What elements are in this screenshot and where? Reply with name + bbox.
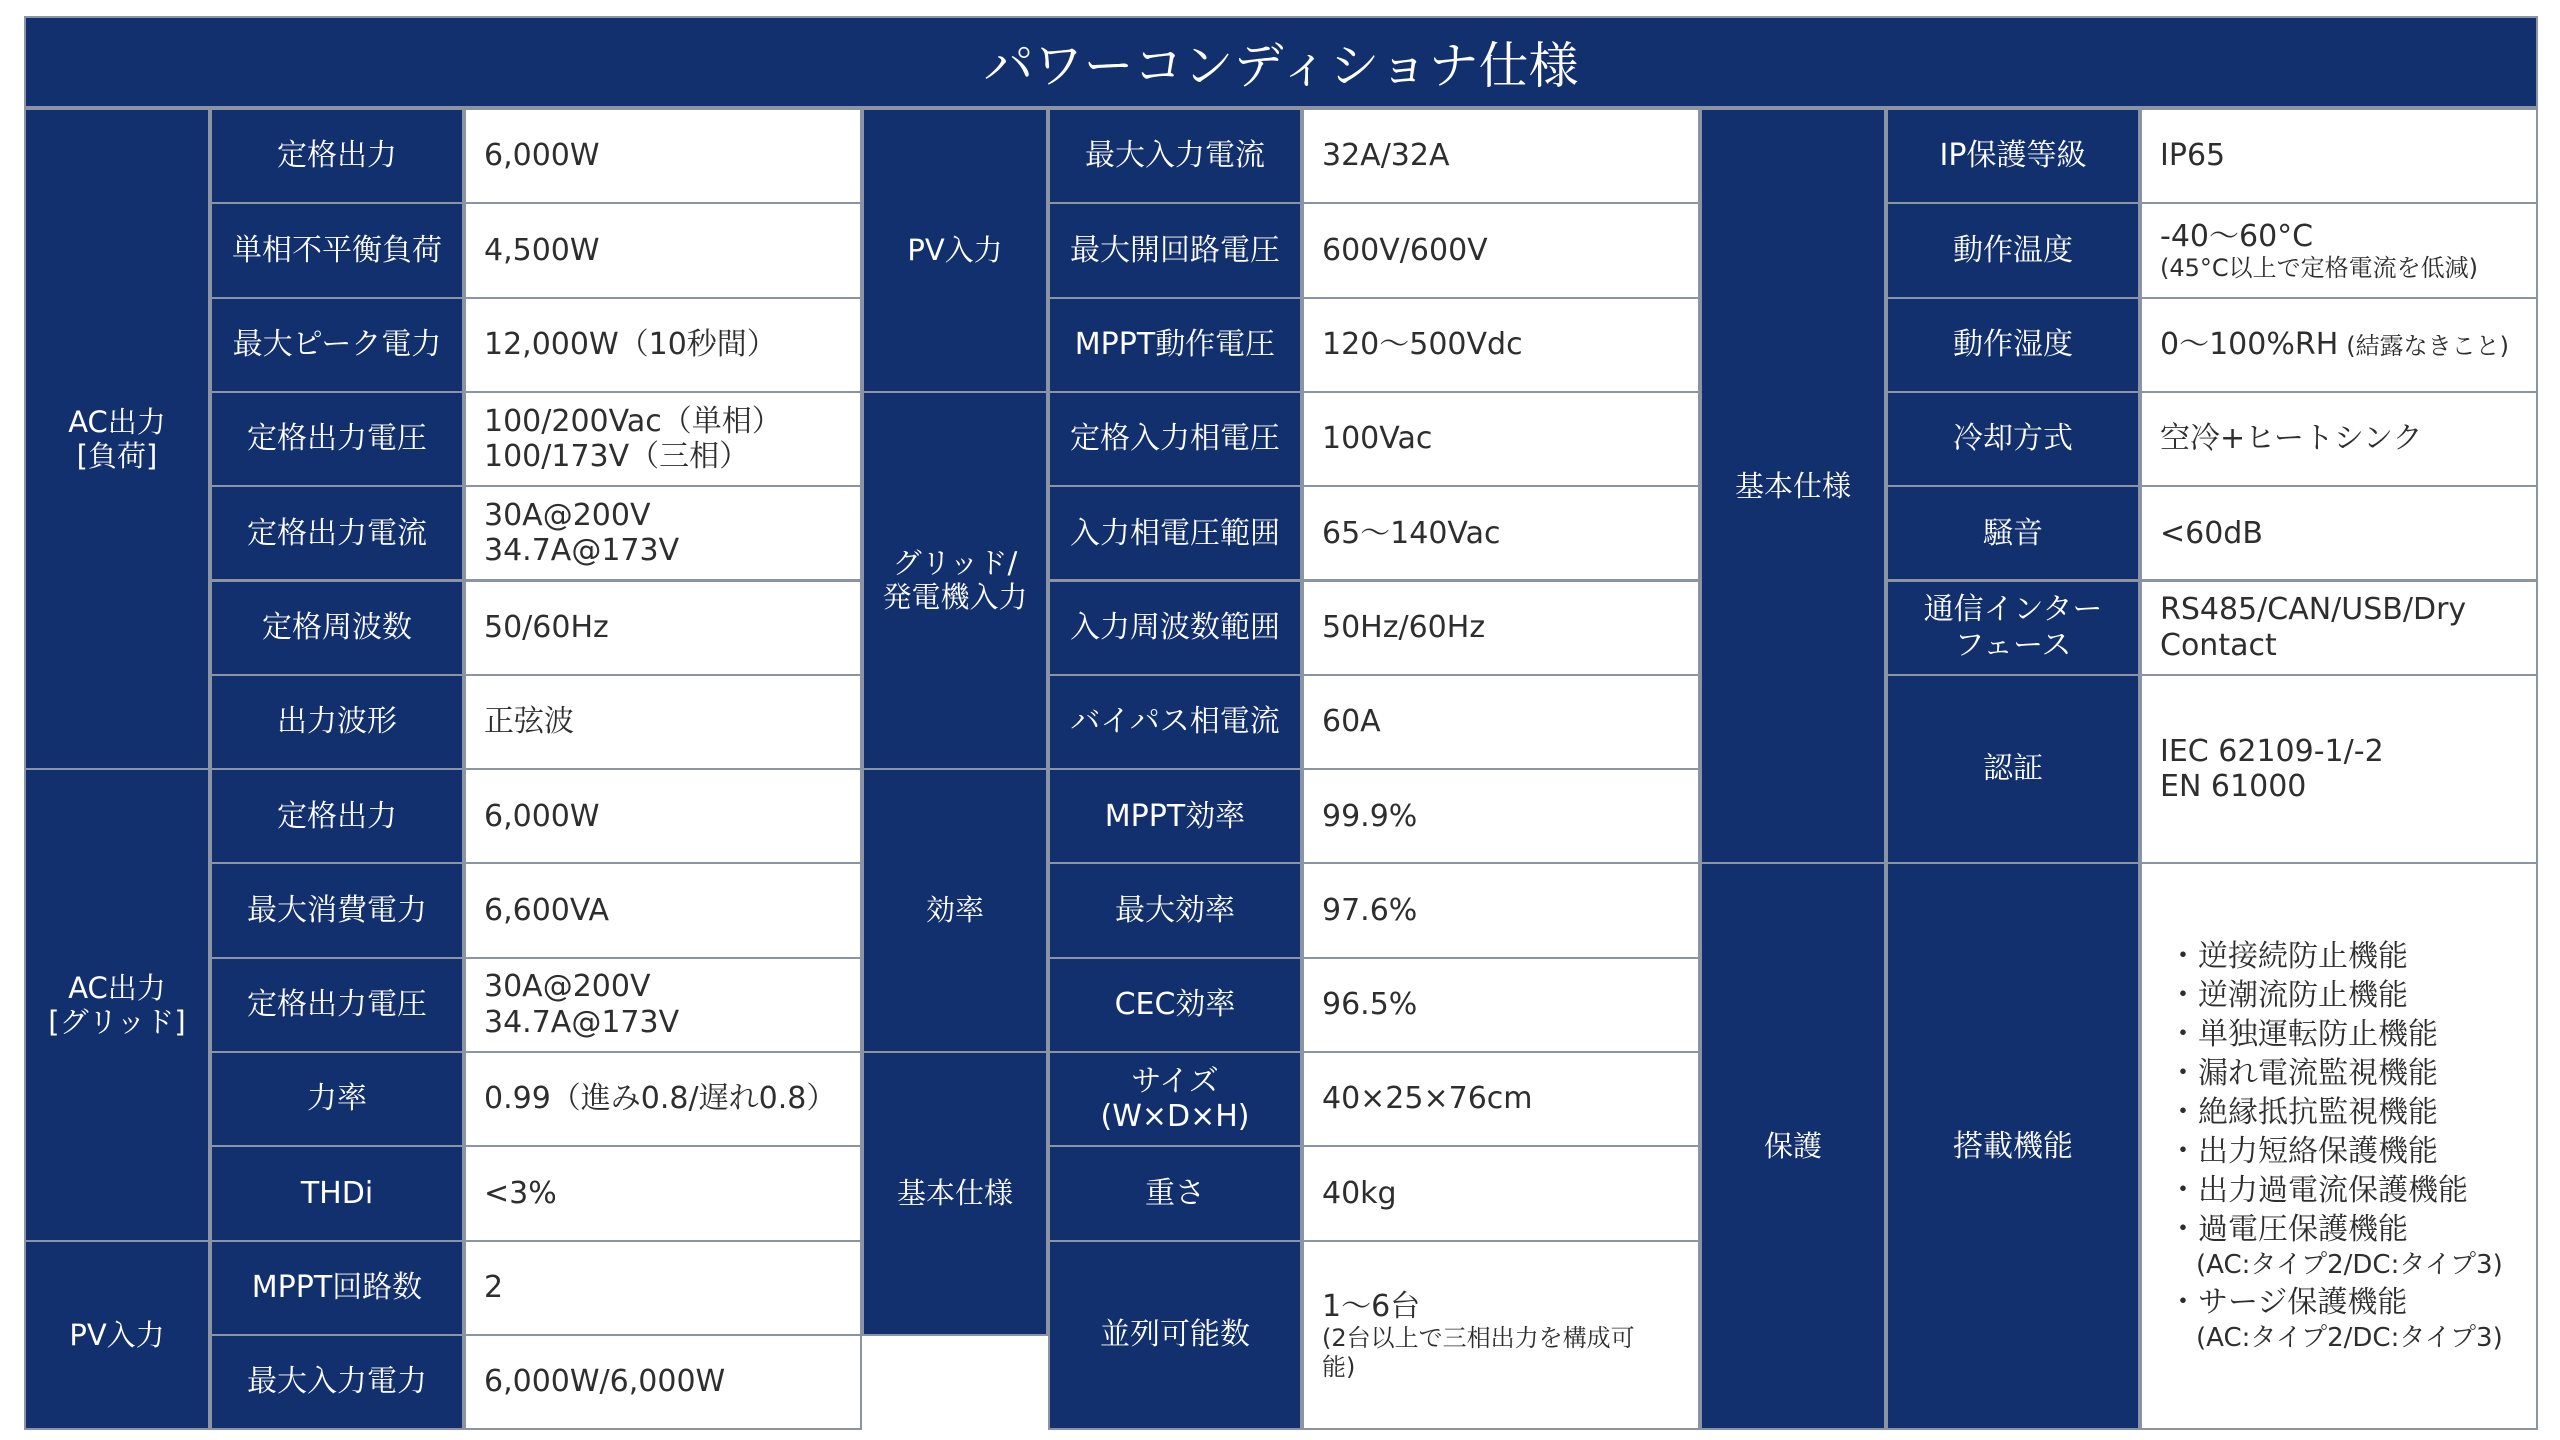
cell-line: 定格出力電圧: [247, 987, 427, 1023]
row-label: [1048, 202, 1302, 298]
feature-item: ・逆潮流防止機能: [2168, 977, 2408, 1013]
cell-line: 34.7A@173V: [484, 1004, 680, 1040]
cell-line: 100/173V（三相）: [484, 439, 750, 475]
cell-line: 50/60Hz: [484, 609, 609, 645]
cell-line: 99.9%: [1322, 798, 1418, 834]
row-value: [464, 957, 862, 1053]
cell-line: 最大入力電流: [1085, 138, 1265, 174]
group-header: [862, 768, 1048, 1053]
cell-line: 600V/600V: [1322, 232, 1488, 268]
row-value: [464, 108, 862, 204]
row-label: [210, 580, 464, 676]
cell-line: 最大効率: [1115, 892, 1235, 928]
group-header: [862, 1051, 1048, 1336]
row-label: [1048, 957, 1302, 1053]
cell-line: IP65: [2160, 138, 2226, 174]
cell-line: 96.5%: [1322, 987, 1418, 1023]
cell-line: 出力波形: [277, 704, 397, 740]
cell-line: IEC 62109-1/-2: [2160, 733, 2384, 769]
cell-line: AC出力: [68, 970, 166, 1005]
row-label: [210, 108, 464, 204]
row-value: [2140, 485, 2538, 581]
row-value: [464, 485, 862, 581]
cell-line: 120〜500Vdc: [1322, 327, 1523, 363]
row-label: [210, 202, 464, 298]
row-value: [1302, 485, 1700, 581]
row-label: [210, 391, 464, 487]
row-value: [464, 674, 862, 770]
feature-item: (AC:タイプ2/DC:タイプ3): [2196, 1249, 2503, 1280]
row-label: [210, 674, 464, 770]
cell-line: 最大入力電力: [247, 1364, 427, 1400]
row-label: [1048, 862, 1302, 958]
feature-item: ・逆接続防止機能: [2168, 938, 2408, 974]
cell-line: IP保護等級: [1939, 138, 2087, 174]
cell-line: 12,000W（10秒間）: [484, 327, 777, 363]
group-header: [24, 768, 210, 1242]
cell-line: 騒音: [1983, 515, 2043, 551]
cell-line: MPPT効率: [1104, 798, 1246, 834]
row-label: [210, 297, 464, 393]
cell-line: 効率: [925, 893, 984, 928]
cell-line: 40kg: [1322, 1175, 1397, 1211]
row-value: [464, 391, 862, 487]
row-label: [1886, 297, 2140, 393]
cell-line: 定格出力電圧: [247, 421, 427, 457]
cell-line: グリッド/: [892, 546, 1018, 581]
cell-line: 最大消費電力: [247, 892, 427, 928]
value-text: 1〜6台: [1322, 1288, 1421, 1324]
row-value: [464, 580, 862, 676]
cell-line: CEC効率: [1114, 987, 1236, 1023]
row-label: [1048, 1240, 1302, 1431]
group-header: [1700, 108, 1886, 864]
cell-line: (W×D×H): [1100, 1099, 1250, 1135]
row-value: [464, 1051, 862, 1147]
feature-item: (AC:タイプ2/DC:タイプ3): [2196, 1322, 2503, 1353]
cell-line: 入力相電圧範囲: [1070, 515, 1280, 551]
cell-line: 認証: [1983, 751, 2043, 787]
cell-line: 単相不平衡負荷: [232, 232, 442, 268]
cell-line: 65〜140Vac: [1322, 515, 1501, 551]
row-label: [1048, 1145, 1302, 1241]
cell-line: 97.6%: [1322, 892, 1418, 928]
cell-line: MPPT回路数: [251, 1270, 423, 1306]
cell-line: 入力周波数範囲: [1070, 609, 1280, 645]
feature-item: ・漏れ電流監視機能: [2168, 1055, 2438, 1091]
cell-line: 発電機入力: [882, 580, 1028, 615]
row-label: [1048, 580, 1302, 676]
row-value: [2140, 202, 2538, 298]
cell-line: 32A/32A: [1322, 138, 1450, 174]
cell-line: 6,000W/6,000W: [484, 1364, 726, 1400]
row-label: [1886, 580, 2140, 676]
row-value: [464, 202, 862, 298]
row-label: [1048, 1051, 1302, 1147]
row-label: [1886, 674, 2140, 865]
cell-line: <3%: [484, 1175, 557, 1211]
value-text: 0〜100%RH: [2160, 327, 2339, 363]
cell-line: [グリッド]: [48, 1004, 186, 1039]
row-value: [2140, 391, 2538, 487]
value-note: (2台以上で三相出力を構成可 能): [1322, 1324, 1635, 1381]
row-label: [210, 862, 464, 958]
row-value: [464, 1240, 862, 1336]
cell-line: 定格出力: [277, 798, 397, 834]
group-header: [24, 1240, 210, 1431]
feature-item: ・過電圧保護機能: [2168, 1211, 2408, 1247]
cell-line: 基本仕様: [896, 1176, 1013, 1211]
cell-line: 34.7A@173V: [484, 533, 680, 569]
cell-line: Contact: [2160, 627, 2277, 663]
row-label: [1886, 108, 2140, 204]
group-header: [862, 391, 1048, 770]
row-label: [1048, 674, 1302, 770]
row-value: [1302, 202, 1700, 298]
cell-line: THDi: [300, 1175, 374, 1211]
row-label: [210, 1334, 464, 1430]
cell-line: 力率: [307, 1081, 367, 1117]
row-label: [1886, 862, 2140, 1430]
cell-line: 30A@200V: [484, 969, 651, 1005]
cell-line: 基本仕様: [1734, 469, 1851, 504]
cell-line: 定格周波数: [262, 609, 412, 645]
cell-line: 定格出力電流: [247, 515, 427, 551]
value-text: -40〜60°C: [2160, 218, 2314, 254]
cell-line: 最大ピーク電力: [232, 327, 442, 363]
group-header: [1700, 862, 1886, 1430]
cell-line: 最大開回路電圧: [1070, 232, 1280, 268]
row-value: [1302, 580, 1700, 676]
row-value: [464, 768, 862, 864]
row-label: [1048, 768, 1302, 864]
row-value: [1302, 1240, 1700, 1431]
group-header: [24, 108, 210, 770]
cell-line: 空冷+ヒートシンク: [2160, 421, 2423, 457]
row-value: [2140, 580, 2538, 676]
cell-line: フェース: [1954, 627, 2072, 663]
cell-line: 40×25×76cm: [1322, 1081, 1533, 1117]
row-value: [1302, 108, 1700, 204]
row-value: [1302, 768, 1700, 864]
cell-line: [負荷]: [76, 439, 158, 474]
cell-line: AC出力: [68, 404, 166, 439]
cell-line: 保護: [1763, 1129, 1822, 1164]
feature-list: [2160, 937, 2503, 1356]
row-label: [1048, 485, 1302, 581]
cell-line: 100Vac: [1322, 421, 1433, 457]
value-note: (結露なきこと): [2346, 332, 2509, 361]
row-label: [1886, 485, 2140, 581]
feature-item: ・単独運転防止機能: [2168, 1016, 2438, 1052]
row-label: [1886, 391, 2140, 487]
cell-line: 6,600VA: [484, 892, 610, 928]
cell-line: 搭載機能: [1953, 1128, 2073, 1164]
cell-line: 60A: [1322, 704, 1381, 740]
row-label: [210, 957, 464, 1053]
cell-line: PV入力: [907, 233, 1003, 268]
cell-line: 動作温度: [1953, 232, 2073, 268]
group-header: [862, 108, 1048, 393]
row-value: [1302, 391, 1700, 487]
row-value: [1302, 862, 1700, 958]
cell-line: 0.99（進み0.8/遅れ0.8）: [484, 1081, 837, 1117]
cell-line: 定格入力相電圧: [1070, 421, 1280, 457]
cell-line: 並列可能数: [1100, 1317, 1250, 1353]
cell-line: MPPT動作電圧: [1074, 327, 1276, 363]
row-value: [2140, 674, 2538, 865]
feature-item: ・サージ保護機能: [2168, 1284, 2408, 1320]
row-value: [464, 862, 862, 958]
cell-line: 2: [484, 1270, 504, 1306]
cell-line: 100/200Vac（単相）: [484, 403, 782, 439]
cell-line: 冷却方式: [1953, 421, 2073, 457]
row-value: [464, 297, 862, 393]
row-value: [2140, 108, 2538, 204]
cell-line: 動作湿度: [1953, 327, 2073, 363]
row-value: [1302, 297, 1700, 393]
cell-line: 6,000W: [484, 138, 600, 174]
row-value: [1302, 674, 1700, 770]
row-value: [1302, 1145, 1700, 1241]
row-label: [1886, 202, 2140, 298]
row-value: [2140, 297, 2538, 393]
row-label: [210, 485, 464, 581]
feature-item: ・出力過電流保護機能: [2168, 1172, 2468, 1208]
row-label: [210, 768, 464, 864]
row-label: [1048, 108, 1302, 204]
cell-line: EN 61000: [2160, 769, 2307, 805]
table-title: パワーコンディショナ仕様: [24, 16, 2538, 108]
feature-item: ・絶縁抵抗監視機能: [2168, 1094, 2438, 1130]
cell-line: 重さ: [1145, 1175, 1205, 1211]
row-value: [1302, 1051, 1700, 1147]
feature-item: ・出力短絡保護機能: [2168, 1133, 2438, 1169]
row-label: [210, 1145, 464, 1241]
row-label: [210, 1051, 464, 1147]
row-label: [210, 1240, 464, 1336]
row-value: [1302, 957, 1700, 1053]
cell-line: <60dB: [2160, 515, 2263, 551]
row-label: [1048, 297, 1302, 393]
cell-line: PV入力: [69, 1317, 165, 1352]
cell-line: RS485/CAN/USB/Dry: [2160, 592, 2467, 628]
row-value: [464, 1334, 862, 1430]
cell-line: 6,000W: [484, 798, 600, 834]
row-value: [464, 1145, 862, 1241]
cell-line: サイズ: [1131, 1063, 1219, 1099]
cell-line: 通信インター: [1923, 592, 2103, 628]
cell-line: 正弦波: [484, 704, 574, 740]
cell-line: バイパス相電流: [1070, 704, 1280, 740]
cell-line: 定格出力: [277, 138, 397, 174]
cell-line: 50Hz/60Hz: [1322, 609, 1486, 645]
cell-line: 30A@200V: [484, 497, 651, 533]
row-label: [1048, 391, 1302, 487]
value-note: (45°C以上で定格電流を低減): [2160, 253, 2479, 282]
cell-line: 4,500W: [484, 232, 600, 268]
row-value: [2140, 862, 2538, 1430]
